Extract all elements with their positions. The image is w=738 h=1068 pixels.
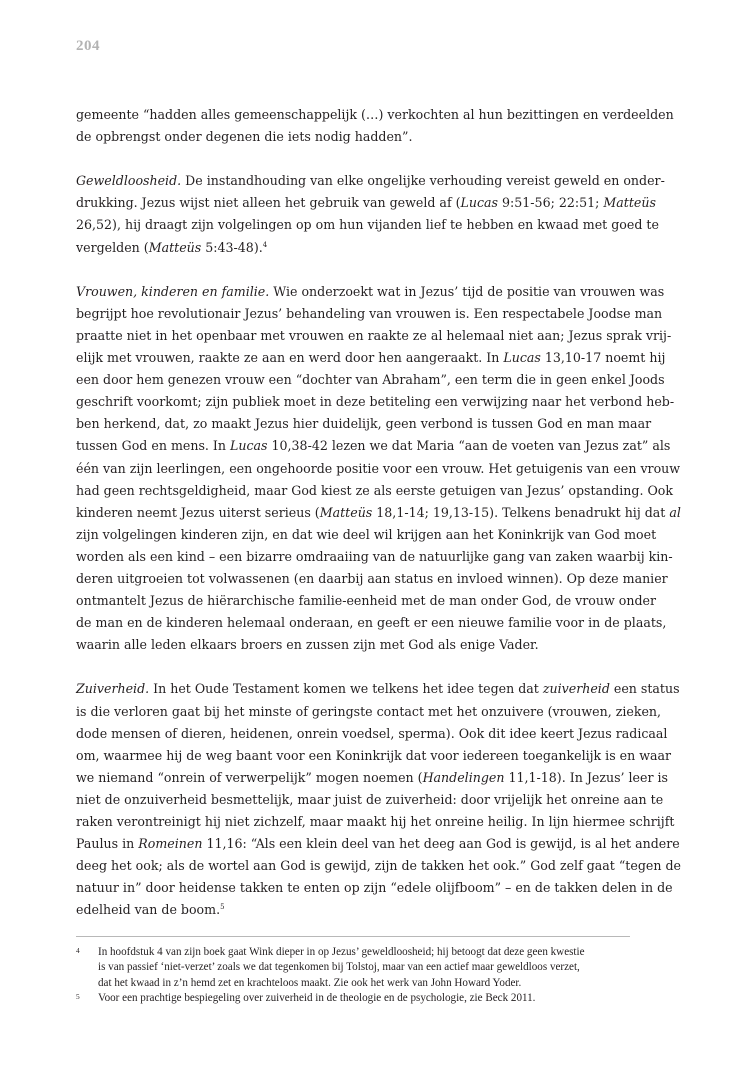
text-run: ben herkend, dat, zo maakt Jezus hier duidelijk, geen verbond is tussen God en man maar (76, 416, 652, 432)
text-line (76, 325, 672, 347)
text-run: de opbrengst onder degenen die iets nodig hadden”. (76, 129, 413, 145)
text-run: dode mensen of dieren, heidenen, onrein voedsel, sperma). Ook dit idee keert Jezus radicaal (76, 725, 668, 741)
footnote-line: Voor een prachtige bespiegeling over zuiverheid in de theologie en de psychologie, zie Beck 2011. (98, 992, 536, 1005)
text-run: de man en de kinderen helemaal onderaan, en geeft er een nieuwe familie voor in de plaats, (76, 615, 667, 631)
text-run: natuur in” door heidense takken te enten op zijn “edele olijfboom” – en de takken delen in de (76, 880, 673, 896)
text-line (76, 104, 674, 126)
text-line (76, 126, 630, 148)
text-run: gemeente “hadden alles gemeenschappelijk (…) verkochten al hun bezittingen en verdeelden (76, 107, 674, 122)
text-run: In het Oude Testament komen we telkens het idee tegen dat (149, 681, 543, 697)
footnote-number: 4 (76, 946, 80, 955)
text-run: ontmantelt Jezus de hiërarchische familie-eenheid met de man onder God, de vrouw onder (76, 593, 656, 609)
text-line (76, 877, 673, 899)
text-line (76, 303, 663, 325)
paragraph-gap (76, 259, 630, 281)
text-line (76, 281, 665, 303)
footnote-4 (76, 945, 630, 991)
text-run: waarin alle leden elkaars broers en zussen zijn met God als enige Vader. (76, 637, 539, 653)
text-run: niet de onzuiverheid besmettelijk, maar juist de zuiverheid: door vrijelijk het onreine aan te (76, 791, 664, 807)
citation-title: al (669, 504, 681, 520)
text-run: één van zijn leerlingen, een ongehoorde positie voor een vrouw. Het getuigenis van een vrouw (76, 460, 681, 476)
text-run: raken verontreinigt hij niet zichzelf, maar maakt hij het onreine heilig. In lijn hiermee schrijft (76, 814, 675, 829)
footnote-line: is van passief ‘niet-verzet’ zoals we dat tegenkomen bij Tolstoj, maar van een actief maar geweldloos verzet, (98, 961, 580, 974)
paragraph-gap (76, 656, 630, 678)
text-line (76, 789, 664, 811)
text-run: 11,1-18). In Jezus’ leer is (504, 769, 668, 785)
citation-title: Matteüs (148, 239, 202, 255)
text-line (76, 369, 665, 391)
text-run: een door hem genezen vrouw een “dochter van Abraham”, een term die in geen enkel Joods (76, 372, 665, 388)
text-run: zijn volgelingen kinderen zijn, en dat wie deel wil krijgen aan het Koninkrijk van God moet (76, 526, 657, 542)
footnotes (76, 945, 630, 1007)
text-line (76, 170, 665, 192)
text-line (76, 192, 656, 214)
footnote-5 (76, 991, 630, 1006)
footnote-line: dat het kwaad in z’n hemd zet en krachteloos maakt. Zie ook het werk van John Howard Yoder. (98, 976, 522, 989)
footnote-number: 5 (76, 992, 80, 1002)
text-run: 5:43-48). (201, 239, 263, 255)
text-line (76, 723, 668, 745)
text-line (76, 458, 681, 480)
text-line (76, 745, 672, 767)
text-line (76, 899, 630, 921)
footnote-reference: 5 (220, 903, 225, 912)
text-run: om, waarmee hij de weg baant voor een Koninkrijk dat voor iedereen toegankelijk is en waar (76, 747, 672, 763)
text-run: een status (609, 681, 680, 697)
text-run: 10,38-42 lezen we dat Maria “aan de voeten van Jezus zat” als (267, 438, 671, 454)
text-run: 9:51-56; 22:51; (498, 195, 604, 211)
text-line (76, 634, 630, 656)
text-run: 18,1-14; 19,13-15). Telkens benadrukt hij dat (372, 504, 670, 520)
citation-title: zuiverheid (542, 681, 610, 697)
text-line (76, 811, 675, 833)
footnote-reference: 4 (262, 240, 268, 249)
text-run: tussen God en mens. In (76, 438, 231, 454)
text-run: had geen rechtsgeldigheid, maar God kiest ze als eerste getuigen van Jezus’ opstanding. Ook (76, 482, 673, 498)
section-heading: Zuiverheid. (76, 681, 150, 697)
citation-title: Lucas (230, 438, 268, 454)
text-run: 26,52), hij draagt zijn volgelingen op om hun vijanden lief te hebben en kwaad met goed te (76, 217, 659, 233)
citation-title: Lucas (503, 350, 541, 366)
text-run: 11,16: “Als een klein deel van het deeg aan God is gewijd, is al het andere (202, 836, 680, 852)
text-line (76, 524, 657, 546)
page-number: 204 (76, 38, 100, 54)
text-line (76, 590, 656, 612)
text-line (76, 767, 668, 789)
text-line (76, 480, 673, 502)
text-line (76, 435, 671, 457)
text-run: edelheid van de boom. (76, 902, 221, 918)
citation-title: Matteüs (319, 504, 373, 520)
text-line (76, 502, 681, 524)
text-run: deren uitgroeien tot volwassenen (en daarbij aan status en invloed winnen). Op deze manier (76, 570, 668, 586)
text-run: De instandhouding van elke ongelijke verhouding vereist geweld en onder- (181, 173, 665, 189)
text-run: we niemand “onrein of verwerpelijk” mogen noemen ( (76, 769, 423, 785)
footnote-divider (76, 936, 630, 937)
text-run: is die verloren gaat bij het minste of geringste contact met het onzuivere (vrouwen, zieken, (76, 703, 662, 719)
text-line (76, 214, 659, 236)
text-run: kinderen neemt Jezus uiterst serieus ( (76, 504, 320, 520)
body-text (76, 104, 681, 921)
text-line (76, 347, 666, 369)
text-line (76, 413, 652, 435)
text-run: praatte niet in het openbaar met vrouwen en raakte ze al helemaal niet aan; Jezus sprak vrij- (76, 327, 672, 343)
citation-title: Matteüs (603, 195, 656, 211)
text-run: 13,10-17 noemt hij (540, 350, 666, 366)
text-line (76, 546, 673, 568)
text-line (76, 678, 680, 700)
section-heading: Geweldloosheid. (76, 173, 182, 189)
citation-title: Lucas (460, 195, 499, 211)
section-heading: Vrouwen, kinderen en familie. (76, 283, 270, 299)
text-line (76, 568, 668, 590)
text-run: worden als een kind – een bizarre omdraaiing van de natuurlijke gang van zaken waarbij kin- (76, 548, 673, 564)
paragraph-gap (76, 148, 630, 170)
text-run: drukking. Jezus wijst niet alleen het gebruik van geweld af ( (76, 195, 461, 211)
text-run: Wie onderzoekt wat in Jezus’ tijd de positie van vrouwen was (269, 283, 665, 299)
text-line (76, 612, 667, 634)
text-line (76, 391, 675, 413)
text-line (76, 855, 681, 877)
text-line (76, 701, 662, 723)
text-run: geschrift voorkomt; zijn publiek moet in deze betiteling een verwijzing naar het verbond heb- (76, 394, 675, 410)
footnote-line: In hoofdstuk 4 van zijn boek gaat Wink dieper in op Jezus’ geweldloosheid; hij betoogt dat deze geen kwestie (98, 946, 585, 958)
text-run: deeg het ook; als de wortel aan God is gewijd, zijn de takken het ook.” God zelf gaat “tegen de (76, 858, 681, 874)
text-run: Paulus in (76, 836, 139, 852)
text-line (76, 833, 680, 855)
text-run: elijk met vrouwen, raakte ze aan en werd door hen aangeraakt. In (76, 350, 504, 366)
text-run: begrijpt hoe revolutionair Jezus’ behandeling van vrouwen is. Een respectabele Joodse man (76, 305, 663, 321)
text-run: vergelden ( (76, 239, 149, 255)
citation-title: Romeinen (138, 836, 203, 852)
text-line (76, 237, 630, 259)
citation-title: Handelingen (422, 769, 505, 785)
